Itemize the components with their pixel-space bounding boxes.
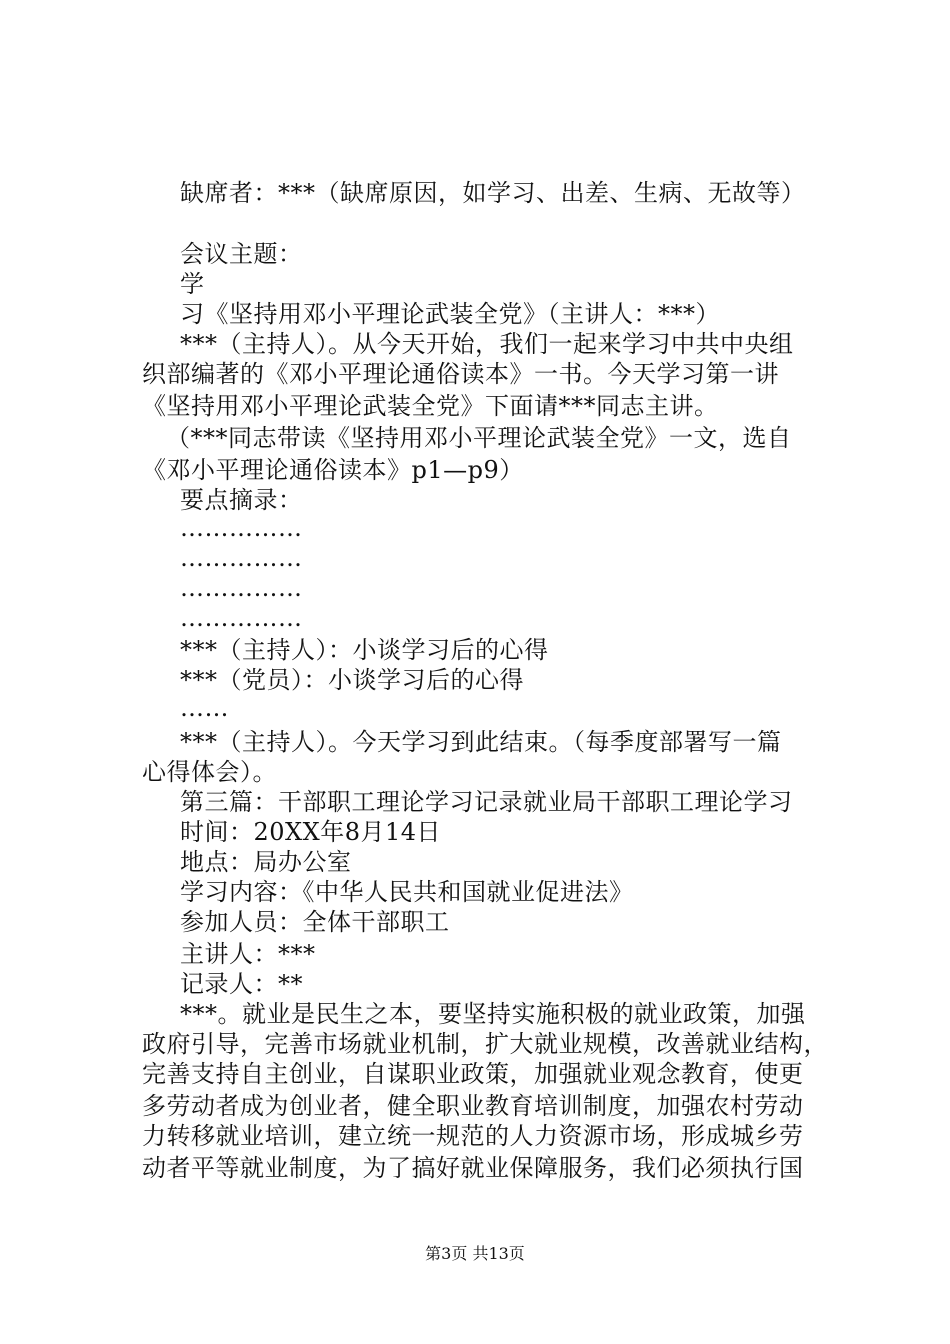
text-line: 记录人：** [180, 970, 303, 998]
text-line: 《邓小平理论通俗读本》p1—p9） [142, 456, 524, 484]
text-line: …………… [180, 604, 303, 632]
text-line: ***。就业是民生之本，要坚持实施积极的就业政策，加强 [180, 1000, 806, 1028]
text-line: 多劳动者成为创业者，健全职业教育培训制度，加强农村劳动 [142, 1092, 804, 1120]
text-line: 时间：20XX年8月14日 [180, 818, 442, 846]
text-line: （***同志带读《坚持用邓小平理论武装全党》一文，选自 [166, 424, 792, 452]
text-line: ***（主持人）：小谈学习后的心得 [180, 636, 549, 664]
text-line: 学习内容：《中华人民共和国就业促进法》 [180, 878, 634, 906]
text-line: 主讲人：*** [180, 940, 316, 968]
text-line: …………… [180, 514, 303, 542]
text-line: 力转移就业培训，建立统一规范的人力资源市场，形成城乡劳 [142, 1122, 804, 1150]
text-line: 习《坚持用邓小平理论武装全党》（主讲人：***） [180, 300, 720, 328]
text-line: 第三篇：干部职工理论学习记录就业局干部职工理论学习 [180, 788, 793, 816]
text-line: 心得体会）。 [142, 758, 277, 786]
text-line: 织部编著的《邓小平理论通俗读本》一书。今天学习第一讲 [142, 360, 779, 388]
text-line: ***（主持人）。从今天开始，我们一起来学习中共中央组 [180, 330, 794, 358]
text-line: 《坚持用邓小平理论武装全党》下面请***同志主讲。 [142, 392, 719, 420]
text-line: ***（主持人）。今天学习到此结束。（每季度部署写一篇 [180, 728, 782, 756]
text-line: ***（党员）：小谈学习后的心得 [180, 666, 524, 694]
text-line: 动者平等就业制度，为了搞好就业保障服务，我们必须执行国 [142, 1154, 804, 1182]
text-line: 要点摘录： [180, 486, 303, 514]
text-line: 完善支持自主创业，自谋职业政策，加强就业观念教育，使更 [142, 1060, 804, 1088]
text-line: …… [180, 694, 229, 722]
text-line: …………… [180, 574, 303, 602]
text-line: …………… [180, 544, 303, 572]
page-footer: 第3页 共13页 [425, 1244, 525, 1263]
text-line: 学 [180, 270, 205, 298]
text-line: 政府引导，完善市场就业机制，扩大就业规模，改善就业结构， [142, 1030, 828, 1058]
text-line: 会议主题： [180, 240, 303, 268]
text-line: 地点：局办公室 [180, 848, 352, 876]
text-line: 参加人员：全体干部职工 [180, 908, 450, 936]
text-line: 缺席者：***（缺席原因，如学习、出差、生病、无故等） [180, 179, 806, 207]
